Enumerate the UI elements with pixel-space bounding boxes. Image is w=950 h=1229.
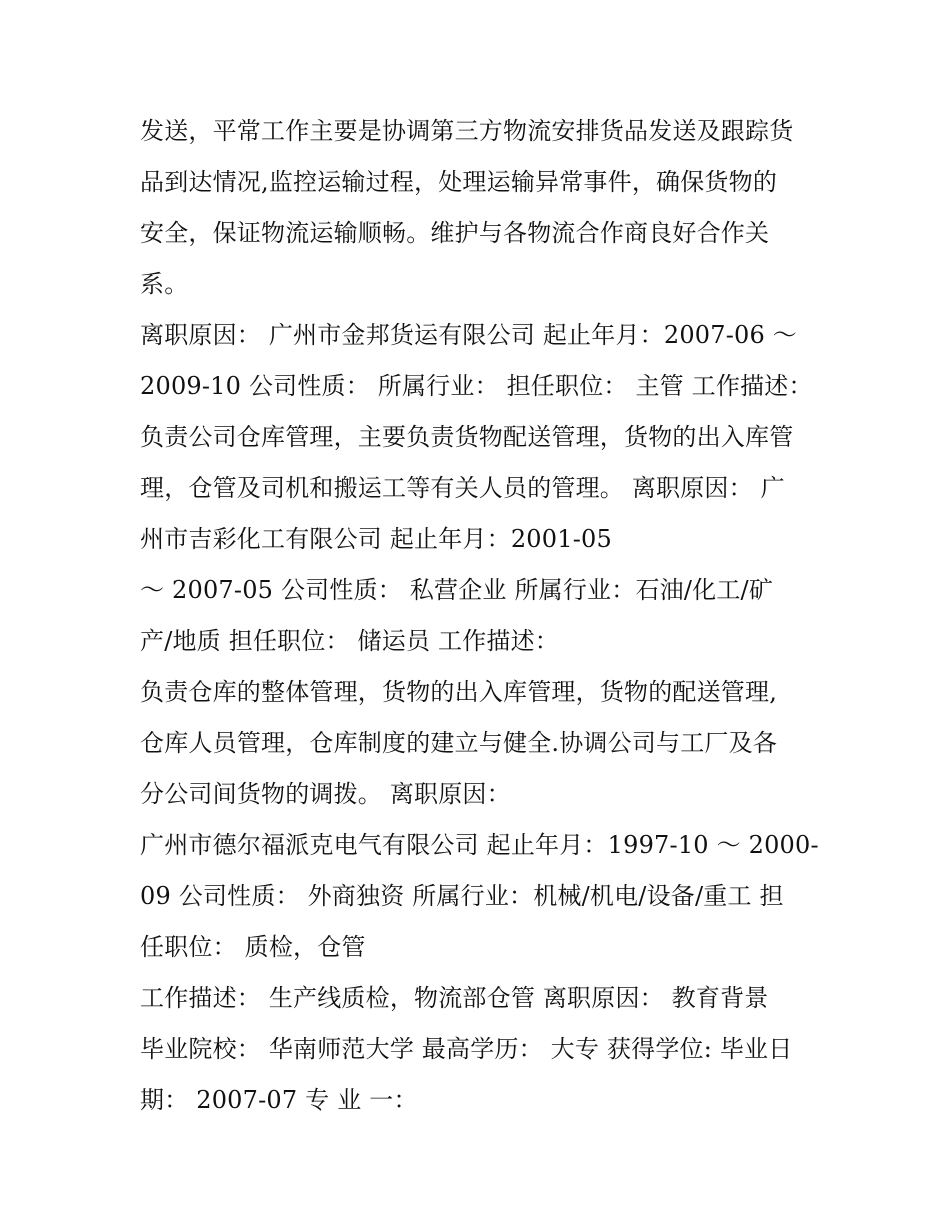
text-line: 品到达情况,监控运输过程，处理运输异常事件，确保货物的 (140, 168, 778, 196)
text-line: 广州市德尔福派克电气有限公司 起止年月：1997-10 ～ 2000- (140, 831, 819, 859)
text-line: 期： 2007-07 专 业 一： (140, 1086, 418, 1114)
text-line: 系。 (140, 270, 189, 298)
text-line: 离职原因： 广州市金邦货运有限公司 起止年月：2007-06 ～ (140, 321, 798, 349)
text-line: ～ 2007-05 公司性质： 私营企业 所属行业：石油/化工/矿 (140, 576, 774, 604)
text-line: 负责仓库的整体管理，货物的出入库管理，货物的配送管理, (140, 678, 778, 706)
text-line: 毕业院校： 华南师范大学 最高学历： 大专 获得学位: 毕业日 (140, 1035, 793, 1063)
text-line: 仓库人员管理，仓库制度的建立与健全.协调公司与工厂及各 (140, 729, 778, 757)
text-line: 负责公司仓库管理，主要负责货物配送管理，货物的出入库管 (140, 423, 794, 451)
text-line: 工作描述： 生产线质检，物流部仓管 离职原因： 教育背景 (140, 984, 769, 1012)
document-body (140, 106, 820, 1126)
text-line: 安全，保证物流运输顺畅。维护与各物流合作商良好合作关 (140, 219, 770, 247)
text-line: 2009-10 公司性质： 所属行业： 担任职位： 主管 工作描述： (140, 372, 813, 400)
text-line: 发送，平常工作主要是协调第三方物流安排货品发送及跟踪货 (140, 117, 794, 145)
text-line: 09 公司性质： 外商独资 所属行业：机械/机电/设备/重工 担 (140, 882, 784, 910)
text-line: 分公司间货物的调拨。 离职原因： (140, 780, 511, 808)
text-line: 产/地质 担任职位： 储运员 工作描述： (140, 627, 559, 655)
text-line: 任职位： 质检，仓管 (140, 933, 366, 961)
text-line: 理，仓管及司机和搬运工等有关人员的管理。 离职原因： 广 (140, 474, 785, 502)
text-line: 州市吉彩化工有限公司 起止年月：2001-05 (140, 525, 612, 553)
